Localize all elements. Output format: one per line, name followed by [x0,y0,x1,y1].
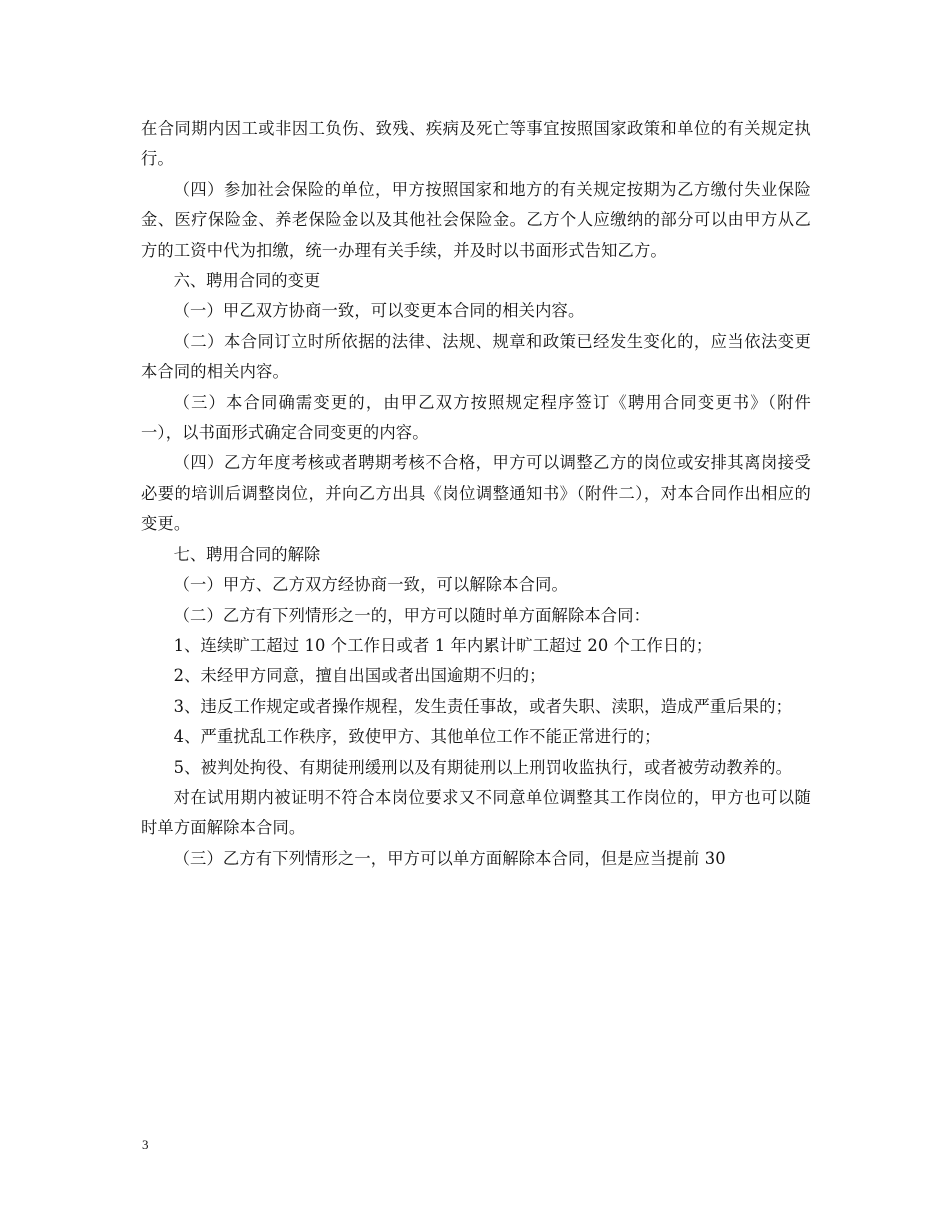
paragraph-termination-clause-1: （一）甲方、乙方双方经协商一致，可以解除本合同。 [173,575,568,595]
paragraph-probation-termination: 对在试用期内被证明不符合本岗位要求又不同意单位调整其工作岗位的，甲方也可以随时单方面解除本合同。 [141,787,811,838]
document-body [141,114,811,874]
paragraph-termination-clause-3: （三）乙方有下列情形之一，甲方可以单方面解除本合同，但是应当提前 30 [173,848,726,868]
section-heading-contract-change: 六、聘用合同的变更 [173,271,321,291]
paragraph-change-clause-3: （三）本合同确需变更的，由甲乙双方按照规定程序签订《聘用合同变更书》（附件一），以书面形式确定合同变更的内容。 [141,392,811,443]
list-item-termination-5: 5、被判处拘役、有期徒刑缓刑以及有期徒刑以上刑罚收监执行，或者被劳动教养的。 [173,757,793,777]
paragraph-termination-clause-2: （二）乙方有下列情形之一的，甲方可以随时单方面解除本合同： [173,605,651,625]
paragraph-change-clause-1: （一）甲乙双方协商一致，可以变更本合同的相关内容。 [173,301,585,321]
list-item-termination-1: 1、连续旷工超过 10 个工作日或者 1 年内累计旷工超过 20 个工作日的； [173,635,713,655]
list-item-termination-3: 3、违反工作规定或者操作规程，发生责任事故，或者失职、渎职，造成严重后果的； [173,696,793,716]
list-item-termination-4: 4、严重扰乱工作秩序，致使甲方、其他单位工作不能正常进行的； [173,727,661,747]
paragraph-social-insurance: （四）参加社会保险的单位，甲方按照国家和地方的有关规定按期为乙方缴付失业保险金、医疗保险金、养老保险金以及其他社会保险金。乙方个人应缴纳的部分可以由甲方从乙方的工资中代为扣缴，统一办理有关手续，并及时以书面形式告知乙方。 [141,179,811,260]
paragraph-continuation: 在合同期内因工或非因工负伤、致残、疾病及死亡等事宜按照国家政策和单位的有关规定执行。 [141,119,811,169]
paragraph-change-clause-4: （四）乙方年度考核或者聘期考核不合格，甲方可以调整乙方的岗位或安排其离岗接受必要的培训后调整岗位，并向乙方出具《岗位调整通知书》（附件二），对本合同作出相应的变更。 [141,453,811,534]
section-heading-contract-termination: 七、聘用合同的解除 [173,544,321,564]
page-number: 3 [142,1137,149,1152]
paragraph-change-clause-2: （二）本合同订立时所依据的法律、法规、规章和政策已经发生变化的，应当依法变更本合同的相关内容。 [141,331,811,382]
list-item-termination-2: 2、未经甲方同意，擅自出国或者出国逾期不归的； [173,666,546,686]
